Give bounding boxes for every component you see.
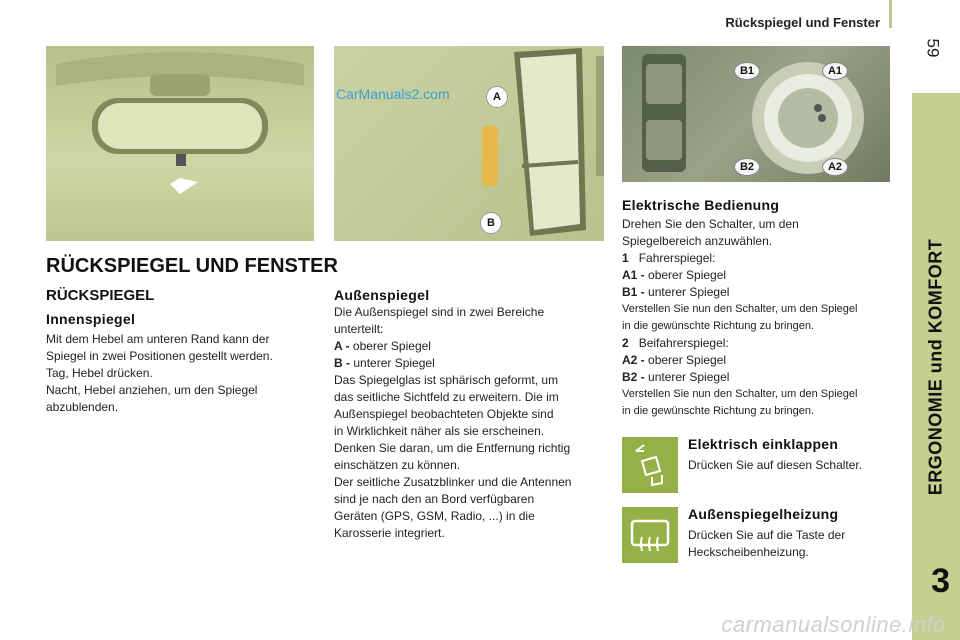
text-line: unterteilt:: [334, 322, 384, 336]
chapter-tab-label: ERGONOMIE und KOMFORT: [925, 238, 946, 495]
value-b1: unterer Spiegel: [648, 285, 730, 299]
value-2: Beifahrerspiegel:: [638, 336, 729, 350]
text-line: Verstellen Sie nun den Schalter, um den Spiegel: [622, 303, 858, 315]
key-1: 1: [622, 251, 629, 265]
text-line: Das Spiegelglas ist sphärisch geformt, um: [334, 373, 559, 387]
key-b1: B1 -: [622, 285, 645, 299]
text-line: sind je nach den an Bord verfügbaren: [334, 492, 535, 506]
chapter-side-tab: [912, 93, 960, 640]
einklappen-text: [688, 457, 862, 474]
text-line: Die Außenspiegel sind in zwei Bereiche: [334, 305, 545, 319]
page-number: 59: [923, 38, 943, 58]
list-item-a2: [622, 352, 857, 369]
mirror-fold-glyph: [622, 437, 678, 493]
text-line: Tag, Hebel drücken.: [46, 366, 153, 380]
text-line: Drücken Sie auf die Taste der: [688, 528, 846, 542]
header-accent-line: [889, 0, 892, 28]
text-line: Denken Sie daran, um die Entfernung richtig: [334, 441, 571, 455]
text-line: Spiegel in zwei Positionen gestellt werden.: [46, 349, 273, 363]
text-line: einschätzen zu können.: [334, 458, 461, 472]
value-b: unterer Spiegel: [353, 356, 435, 370]
exterior-mirror-illustration: [334, 46, 604, 241]
text-line: Verstellen Sie nun den Schalter, um den Spiegel: [622, 388, 858, 400]
value-a: oberer Spiegel: [352, 339, 431, 353]
section-title-rueckspiegel: RÜCKSPIEGEL: [46, 287, 155, 304]
value-a1: oberer Spiegel: [648, 268, 727, 282]
list-item-2: [622, 335, 857, 352]
key-a2: A2 -: [622, 353, 645, 367]
text-line: in die gewünschte Richtung zu bringen.: [622, 320, 815, 332]
text-line: Spiegelbereich anzuwählen.: [622, 234, 773, 248]
mirror-heating-icon: [622, 507, 678, 563]
interior-mirror-illustration: [46, 46, 314, 241]
list-item-b2: [622, 369, 857, 386]
footer-watermark: carmanualsonline.info: [721, 612, 946, 637]
label-a2: A2: [822, 158, 848, 176]
text-line: in die gewünschte Richtung zu bringen.: [622, 405, 815, 417]
innenspiegel-text: [46, 331, 273, 416]
value-b2: unterer Spiegel: [648, 370, 730, 384]
list-item-a: [334, 338, 571, 355]
defrost-glyph: [622, 507, 678, 563]
interior-mirror-image: [46, 46, 314, 241]
text-line: Geräten (GPS, GSM, Radio, ...) in die: [334, 509, 535, 523]
watermark-carmanuals: CarManuals2.com: [336, 86, 450, 102]
key-b: B -: [334, 356, 350, 370]
key-2: 2: [622, 336, 629, 350]
text-line: Mit dem Hebel am unteren Rand kann der: [46, 332, 270, 346]
page-header-title: Rückspiegel und Fenster: [725, 15, 880, 30]
aussenspiegel-text: [334, 304, 571, 542]
list-item-1: [622, 250, 857, 267]
subtitle-innenspiegel: Innenspiegel: [46, 311, 136, 327]
text-line: Nacht, Hebel anziehen, um den Spiegel: [46, 383, 258, 397]
value-a2: oberer Spiegel: [648, 353, 727, 367]
text-line: Drücken Sie auf diesen Schalter.: [688, 458, 863, 472]
key-b2: B2 -: [622, 370, 645, 384]
subtitle-elektrisch-einklappen: Elektrisch einklappen: [688, 436, 839, 452]
text-line: in Wirklichkeit näher als sie erscheinen.: [334, 424, 545, 438]
text-line: abzublenden.: [46, 400, 119, 414]
chapter-number: 3: [931, 562, 950, 600]
heizung-text: [688, 527, 845, 561]
text-line: Heckscheibenheizung.: [688, 545, 809, 559]
text-line: Drehen Sie den Schalter, um den: [622, 217, 799, 231]
text-line: Der seitliche Zusatzblinker und die Antennen: [334, 475, 572, 489]
list-item-b: [334, 355, 571, 372]
main-title: RÜCKSPIEGEL UND FENSTER: [46, 255, 338, 277]
subtitle-aussenspiegel: Außenspiegel: [334, 287, 430, 303]
elektrische-bedienung-text: [622, 216, 857, 420]
value-1: Fahrerspiegel:: [638, 251, 716, 265]
label-b1: B1: [734, 62, 760, 80]
key-a1: A1 -: [622, 268, 645, 282]
label-b2: B2: [734, 158, 760, 176]
label-b: B: [480, 212, 502, 234]
text-line: Außenspiegel beobachteten Objekte sind: [334, 407, 554, 421]
text-line: Karosserie integriert.: [334, 526, 445, 540]
subtitle-elektrische-bedienung: Elektrische Bedienung: [622, 197, 780, 213]
label-a1: A1: [822, 62, 848, 80]
list-item-a1: [622, 267, 857, 284]
text-line: das seitliche Sichtfeld zu erweitern. Die im: [334, 390, 559, 404]
key-a: A -: [334, 339, 350, 353]
mirror-fold-icon: [622, 437, 678, 493]
label-a: A: [486, 86, 508, 108]
subtitle-aussenspiegelheizung: Außenspiegelheizung: [688, 506, 839, 522]
list-item-b1: [622, 284, 857, 301]
exterior-mirror-image: [334, 46, 604, 241]
mirror-control-image: [622, 46, 890, 182]
